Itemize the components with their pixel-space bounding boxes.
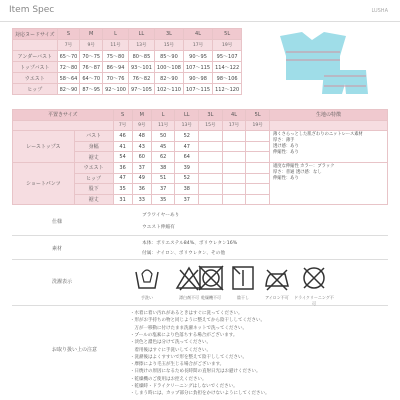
note-item: ・形がお手持ちの物と同じように整えてから陰干ししてください。 bbox=[130, 318, 265, 324]
fit-label: 仕様 bbox=[52, 219, 63, 225]
column-header: 11号 bbox=[151, 120, 175, 131]
table-cell: 70〜76 bbox=[103, 73, 129, 84]
size-table bbox=[12, 28, 242, 95]
brand-logo: LUSHA bbox=[371, 8, 388, 14]
table-cell bbox=[222, 152, 246, 163]
row-header: ヒップ bbox=[74, 173, 113, 184]
table-cell: 47 bbox=[175, 141, 199, 152]
fabric-notes: 適度な伸縮性 カラー：ブラック 厚さ：普通 透け感：なし 伸縮性：あり bbox=[270, 162, 388, 204]
table-cell bbox=[222, 162, 246, 173]
column-header: 9号 bbox=[80, 40, 103, 51]
table-cell: 35 bbox=[151, 194, 175, 205]
column-header bbox=[13, 40, 58, 51]
table-cell bbox=[222, 141, 246, 152]
note-item: ・摩擦により毛玉が生じる場合がございます。 bbox=[130, 362, 225, 368]
table-cell: 92〜100 bbox=[103, 84, 129, 95]
table-cell: 33 bbox=[132, 194, 151, 205]
material-row bbox=[12, 236, 388, 260]
table-cell: 107〜115 bbox=[183, 62, 212, 73]
table-cell: 114〜122 bbox=[213, 62, 242, 73]
note-item: ・洗濯後はよくすすいで形を整えて陰干ししてください。 bbox=[130, 354, 248, 360]
table-cell: 70〜75 bbox=[80, 51, 103, 62]
table-cell: 54 bbox=[113, 152, 132, 163]
table-cell: 43 bbox=[132, 141, 151, 152]
table-cell: 46 bbox=[113, 131, 132, 142]
table-cell: 90〜98 bbox=[183, 73, 212, 84]
table-cell: 52 bbox=[175, 173, 199, 184]
table-cell: 80〜85 bbox=[128, 51, 154, 62]
note-item: ・淡色と濃色は分けて洗ってください。 bbox=[130, 340, 211, 346]
row-header: 股下 bbox=[74, 184, 113, 195]
table-cell: 31 bbox=[113, 194, 132, 205]
column-header: 3L bbox=[199, 110, 223, 121]
column-header: 19号 bbox=[246, 120, 270, 131]
column-header: 7号 bbox=[113, 120, 132, 131]
page-title: Item Spec bbox=[9, 5, 55, 15]
table-row bbox=[13, 84, 242, 95]
table-cell bbox=[199, 173, 223, 184]
table-cell: 65〜70 bbox=[57, 51, 80, 62]
table-cell: 37 bbox=[151, 184, 175, 195]
table-cell bbox=[199, 184, 223, 195]
material-value: 付属：ナイロン、ポリウレタン、その他 bbox=[142, 251, 226, 256]
table-cell: 95〜107 bbox=[213, 51, 242, 62]
table-cell bbox=[199, 152, 223, 163]
table-cell: 37 bbox=[132, 162, 151, 173]
column-header: LL bbox=[128, 29, 154, 40]
column-header bbox=[13, 120, 114, 131]
table-cell: 82〜90 bbox=[57, 84, 80, 95]
column-header: S bbox=[113, 110, 132, 121]
table-cell: 90〜95 bbox=[183, 51, 212, 62]
column-header: 11号 bbox=[103, 40, 129, 51]
table-cell: 75〜80 bbox=[103, 51, 129, 62]
table-cell: 107〜115 bbox=[183, 84, 212, 95]
table-cell bbox=[246, 184, 270, 195]
column-header: 7号 bbox=[57, 40, 80, 51]
table-row bbox=[13, 51, 242, 62]
table-cell: 98〜106 bbox=[213, 73, 242, 84]
table-cell bbox=[246, 194, 270, 205]
row-header: 裾丈 bbox=[74, 152, 113, 163]
note-item: 着用後はすぐに手洗いしてください。 bbox=[130, 347, 211, 353]
table-cell bbox=[222, 131, 246, 142]
column-header: 4L bbox=[183, 29, 212, 40]
column-header: L bbox=[103, 29, 129, 40]
table-cell: 64 bbox=[175, 152, 199, 163]
row-header: ヒップ bbox=[13, 84, 58, 95]
column-header: 15号 bbox=[154, 40, 183, 51]
table-cell: 38 bbox=[175, 184, 199, 195]
fit-value: ブラワイヤーあり bbox=[142, 213, 180, 218]
table-row bbox=[13, 73, 242, 84]
table-cell: 97〜105 bbox=[128, 84, 154, 95]
column-header: LL bbox=[175, 110, 199, 121]
table-cell: 41 bbox=[113, 141, 132, 152]
column-header: 13号 bbox=[128, 40, 154, 51]
table-cell bbox=[199, 194, 223, 205]
page-header bbox=[0, 0, 400, 22]
table-cell: 76〜82 bbox=[128, 73, 154, 84]
table-cell: 35 bbox=[113, 184, 132, 195]
handling-notes-label: お取り扱い上の注意 bbox=[52, 347, 98, 353]
table-cell: 45 bbox=[151, 141, 175, 152]
table-cell: 51 bbox=[151, 173, 175, 184]
table-cell: 62 bbox=[151, 152, 175, 163]
table-cell: 112〜120 bbox=[213, 84, 242, 95]
column-header: 13号 bbox=[175, 120, 199, 131]
column-header: 19号 bbox=[213, 40, 242, 51]
care-caption: 陰干し bbox=[237, 295, 249, 300]
line-dry-icon bbox=[229, 264, 257, 292]
note-item: ・プールの塩素により色落ちする場合がございます。 bbox=[130, 332, 238, 338]
no-tumble-dry-icon bbox=[197, 264, 225, 292]
material-value: 本体：ポリエステル84%、ポリウレタン16% bbox=[142, 241, 238, 246]
table-row bbox=[13, 131, 388, 142]
dry-clean-icon bbox=[300, 264, 328, 292]
material-label: 素材 bbox=[52, 246, 63, 252]
table-cell: 52 bbox=[175, 131, 199, 142]
table-cell bbox=[199, 131, 223, 142]
fabric-notes: 薄くさらっとした肌ざわりのニットレース素材 厚さ：薄手 透け感：あり 伸縮性：あり bbox=[270, 131, 388, 163]
table-cell: 39 bbox=[175, 162, 199, 173]
table-cell: 72〜80 bbox=[57, 62, 80, 73]
row-group-header: ショートパンツ bbox=[13, 162, 75, 204]
row-header: トップバスト bbox=[13, 62, 58, 73]
fit-value: ウエスト伸縮有 bbox=[142, 225, 175, 230]
hand-wash-icon bbox=[133, 264, 161, 292]
table-cell: 50 bbox=[151, 131, 175, 142]
table-cell: 58〜64 bbox=[57, 73, 80, 84]
table-cell: 60 bbox=[132, 152, 151, 163]
care-caption: 漂白剤不可 bbox=[179, 295, 199, 300]
column-header: 17号 bbox=[222, 120, 246, 131]
table-cell: 37 bbox=[175, 194, 199, 205]
table-cell: 93〜101 bbox=[128, 62, 154, 73]
table-cell bbox=[222, 173, 246, 184]
table-cell: 76〜87 bbox=[80, 62, 103, 73]
column-header: M bbox=[80, 29, 103, 40]
table-cell: 36 bbox=[113, 162, 132, 173]
column-header: 3L bbox=[154, 29, 183, 40]
column-header: L bbox=[151, 110, 175, 121]
column-header: 5L bbox=[246, 110, 270, 121]
note-item: ・水着に着い汚れがあるときはすぐに洗ってください。 bbox=[130, 311, 243, 316]
table-cell: 48 bbox=[132, 131, 151, 142]
table-cell bbox=[246, 141, 270, 152]
note-item: ・しまう時には、カップ部分に負担をかけないようにしてください。 bbox=[130, 391, 270, 397]
column-header: 9号 bbox=[132, 120, 151, 131]
table-cell: 102〜110 bbox=[154, 84, 183, 95]
column-header: 17号 bbox=[183, 40, 212, 51]
table-cell bbox=[246, 173, 270, 184]
care-caption: 乾燥機不可 bbox=[201, 295, 221, 300]
table-header-row bbox=[13, 110, 388, 121]
row-header: ウエスト bbox=[74, 162, 113, 173]
table-header-row bbox=[13, 29, 242, 40]
table-header-row bbox=[13, 40, 242, 51]
table-cell bbox=[246, 152, 270, 163]
table-cell: 85〜90 bbox=[154, 51, 183, 62]
column-header: 5L bbox=[213, 29, 242, 40]
table-cell: 36 bbox=[132, 184, 151, 195]
note-item: 万が一移動に付けたまま洗濯ネットで洗ってください。 bbox=[130, 325, 247, 331]
care-caption: 手洗い bbox=[141, 295, 153, 300]
column-header: 対応ヌードサイズ bbox=[13, 29, 58, 40]
row-header: 裾丈 bbox=[74, 194, 113, 205]
table-cell bbox=[199, 141, 223, 152]
note-item: ・乾燥機のご使用はお控えください。 bbox=[130, 376, 207, 382]
table-cell bbox=[222, 194, 246, 205]
table-cell bbox=[246, 162, 270, 173]
note-item: ・日焼けの原因になるため長時間の直射日光はお避けください。 bbox=[130, 369, 261, 375]
table-cell bbox=[246, 131, 270, 142]
table-cell bbox=[222, 184, 246, 195]
column-header: 4L bbox=[222, 110, 246, 121]
table-row bbox=[13, 162, 388, 173]
fit-row bbox=[12, 206, 388, 236]
iron-low-icon bbox=[263, 264, 291, 292]
row-header: ウエスト bbox=[13, 73, 58, 84]
table-cell: 49 bbox=[132, 173, 151, 184]
row-header: 身幅 bbox=[74, 141, 113, 152]
column-header bbox=[270, 120, 388, 131]
column-header: 15号 bbox=[199, 120, 223, 131]
row-group-header: レーストップス bbox=[13, 131, 75, 163]
care-label: 洗濯表示 bbox=[52, 279, 73, 285]
finished-size-table bbox=[12, 109, 388, 205]
table-cell: 86〜94 bbox=[103, 62, 129, 73]
care-caption: ドライクリーニング不可 bbox=[294, 295, 334, 306]
row-header: アンダーバスト bbox=[13, 51, 58, 62]
table-cell: 64〜70 bbox=[80, 73, 103, 84]
column-header: 生地の特徴 bbox=[270, 110, 388, 121]
row-header: バスト bbox=[74, 131, 113, 142]
column-header: M bbox=[132, 110, 151, 121]
product-image bbox=[262, 30, 374, 98]
table-cell: 100〜108 bbox=[154, 62, 183, 73]
table-cell: 82〜90 bbox=[154, 73, 183, 84]
column-header: 平置きサイズ bbox=[13, 110, 114, 121]
note-item: ・乾燥時・ドライクリーニングはしないでください。 bbox=[130, 384, 238, 389]
table-header-row bbox=[13, 120, 388, 131]
table-cell: 38 bbox=[151, 162, 175, 173]
column-header: S bbox=[57, 29, 80, 40]
care-caption: アイロン不可 bbox=[265, 295, 289, 300]
table-cell: 87〜95 bbox=[80, 84, 103, 95]
table-cell bbox=[199, 162, 223, 173]
table-cell: 47 bbox=[113, 173, 132, 184]
table-row bbox=[13, 62, 242, 73]
